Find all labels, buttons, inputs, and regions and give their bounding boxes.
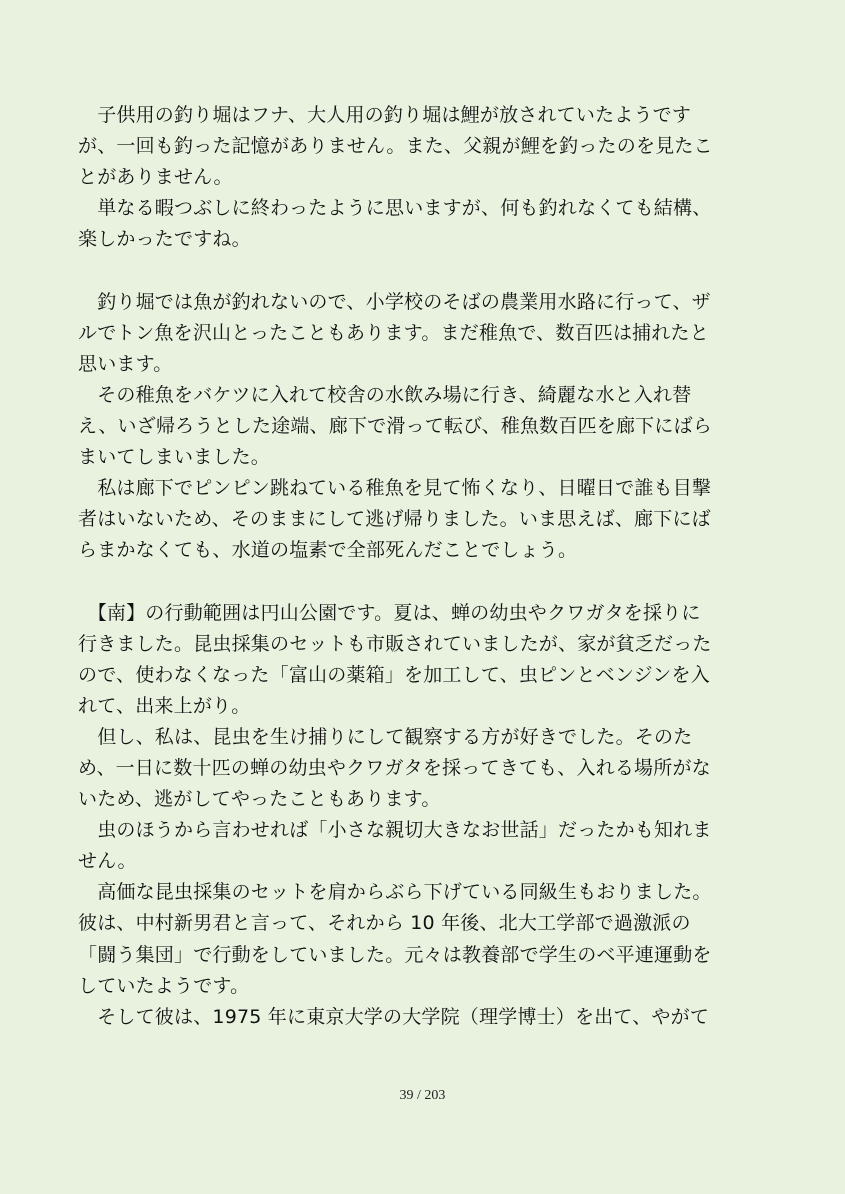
text-line: 高価な昆虫採集のセットを肩からぶら下げている同級生もおりました。 (78, 881, 712, 904)
text-line: まいてしまいました。 (78, 446, 271, 469)
page-number: 39 / 203 (399, 1088, 446, 1103)
text-line: が、一回も釣った記憶がありません。また、父親が鯉を釣ったのを見たこ (78, 135, 713, 158)
text-line: 【南】の行動範囲は円山公園です。夏は、蝉の幼虫やクワガタを採りに (78, 601, 701, 624)
text-line: え、いざ帰ろうとした途端、廊下で滑って転び、稚魚数百匹を廊下にばら (78, 414, 712, 437)
text-line: 者はいないため、そのままにして逃げ帰りました。いま思えば、廊下にば (78, 508, 711, 531)
text-line: 但し、私は、昆虫を生け捕りにして観察する方が好きでした。そのた (78, 725, 693, 748)
text-line: ので、使わなくなった「富山の薬箱」を加工して、虫ピンとベンジンを入 (78, 663, 710, 686)
text-line: 虫のほうから言わせれば「小さな親切大きなお世話」だったかも知れま (78, 819, 712, 842)
text-line: 私は廊下でピンピン跳ねている稚魚を見て怖くなり、日曜日で誰も目撃 (78, 477, 712, 500)
text-line: 彼は、中村新男君と言って、それから 10 年後、北大工学部で過激派の (78, 912, 691, 935)
text-line: 思います。 (78, 352, 173, 375)
text-line: せん。 (78, 850, 137, 873)
text-line: 行きました。昆虫採集のセットも市販されていましたが、家が貧乏だった (78, 632, 712, 655)
text-line: いため、逃がしてやったこともあります。 (78, 788, 441, 811)
blank-line (78, 255, 738, 286)
text-line: 「闘う集団」で行動をしていました。元々は教養部で学生のベ平連運動を (78, 943, 712, 966)
blank-line (78, 566, 738, 597)
text-line: 釣り堀では魚が釣れないので、小学校のそばの農業用水路に行って、ザ (78, 290, 711, 313)
text-line: とがありません。 (78, 166, 233, 189)
text-line: 子供用の釣り堀はフナ、大人用の釣り堀は鯉が放されていたようです (78, 104, 692, 126)
text-line: その稚魚をバケツに入れて校舎の水飲み場に行き、綺麗な水と入れ替 (78, 383, 692, 406)
body-text (78, 100, 738, 1033)
text-line: 楽しかったですね。 (78, 228, 251, 251)
text-line: していたようです。 (78, 974, 250, 997)
text-line: ルでトン魚を沢山とったこともあります。まだ稚魚で、数百匹は捕れたと (78, 321, 709, 344)
text-line: れて、出来上がり。 (78, 694, 251, 717)
text-line: らまかなくても、水道の塩素で全部死んだことでしょう。 (78, 539, 578, 562)
text-line: そして彼は、1975 年に東京大学の大学院（理学博士）を出て、やがて (78, 1005, 710, 1028)
text-line: 単なる暇つぶしに終わったように思いますが、何も釣れなくても結構、 (78, 197, 712, 220)
text-line: め、一日に数十匹の蝉の幼虫やクワガタを採ってきても、入れる場所がな (78, 756, 711, 779)
